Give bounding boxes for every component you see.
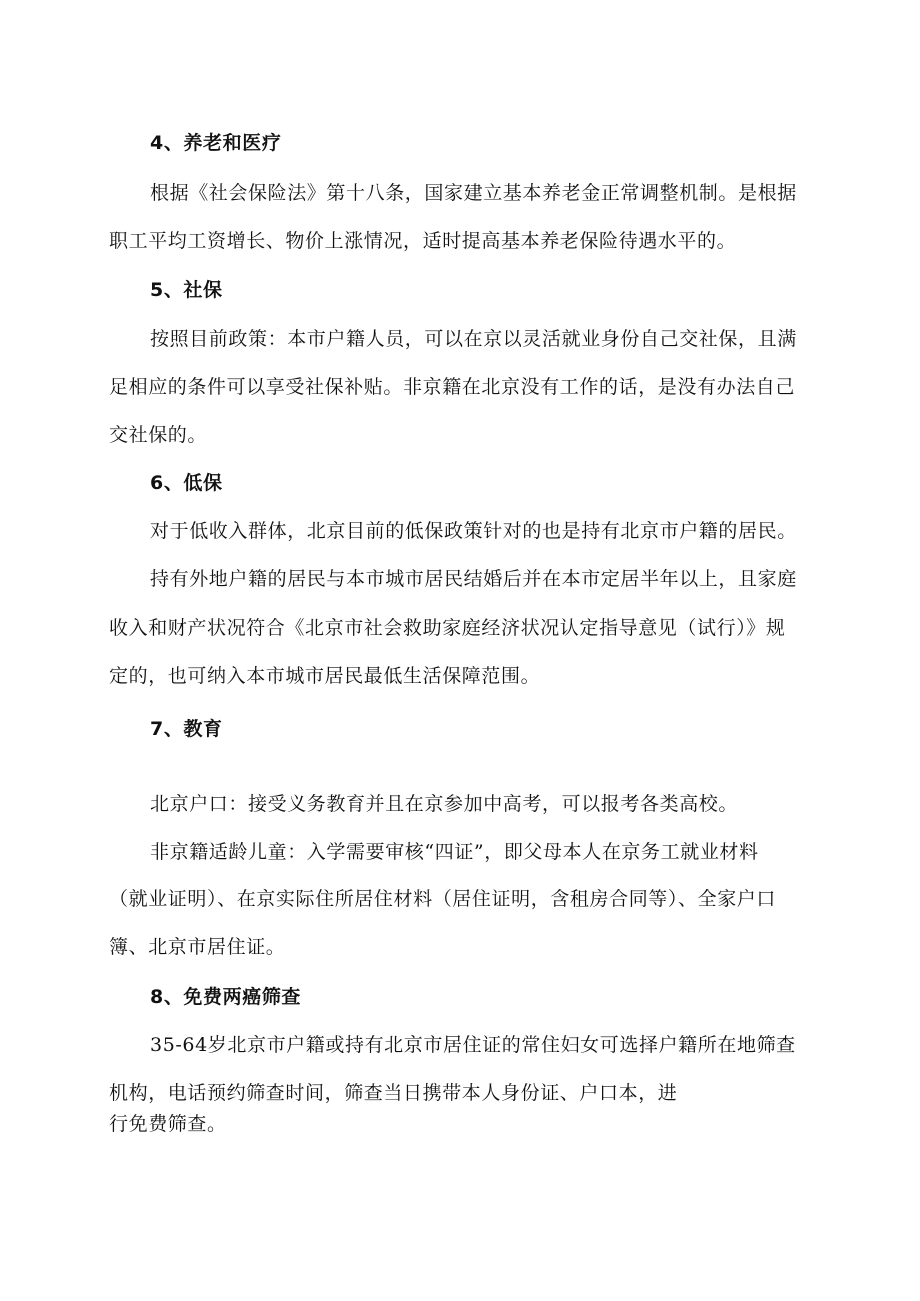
section-heading-social-security: 5、社保: [150, 279, 223, 301]
paragraph-line: 持有外地户籍的居民与本市城市居民结婚后并在本市定居半年以上，且家庭: [150, 568, 797, 590]
paragraph-line: 对于低收入群体，北京目前的低保政策针对的也是持有北京市户籍的居民。: [150, 520, 797, 542]
paragraph-line: 机构，电话预约筛查时间，筛查当日携带本人身份证、户口本，进: [109, 1082, 678, 1104]
paragraph-line: 定的，也可纳入本市城市居民最低生活保障范围。: [109, 665, 541, 687]
section-heading-low-income: 6、低保: [150, 472, 223, 494]
paragraph-line: 根据《社会保险法》第十八条，国家建立基本养老金正常调整机制。是根据: [150, 182, 797, 204]
paragraph-line: 足相应的条件可以享受社保补贴。非京籍在北京没有工作的话，是没有办法自己: [109, 376, 796, 398]
paragraph-line: 35-64岁北京市户籍或持有北京市居住证的常住妇女可选择户籍所在地筛查: [150, 1034, 796, 1056]
paragraph-line: 非京籍适龄儿童：入学需要审核“四证”，即父母本人在京务工就业材料: [150, 841, 759, 863]
paragraph-line: 行免费筛查。: [109, 1113, 227, 1135]
paragraph-line: 北京户口：接受义务教育并且在京参加中高考，可以报考各类高校。: [150, 793, 739, 815]
section-heading-screening: 8、免费两癌筛查: [150, 986, 302, 1008]
section-heading-education: 7、教育: [150, 718, 223, 740]
paragraph-line: （就业证明）、在京实际住所居住材料（居住证明，含租房合同等）、全家户口: [109, 888, 777, 910]
paragraph-line: 交社保的。: [109, 424, 208, 446]
section-heading-pension: 4、养老和医疗: [150, 132, 282, 154]
paragraph-line: 职工平均工资增长、物价上涨情况，适时提高基本养老保险待遇水平的。: [109, 230, 737, 252]
paragraph-line: 收入和财产状况符合《北京市社会救助家庭经济状况认定指导意见（试行）》规: [109, 617, 786, 639]
paragraph-line: 按照目前政策：本市户籍人员，可以在京以灵活就业身份自己交社保，且满: [150, 328, 797, 350]
paragraph-line: 簿、北京市居住证。: [109, 936, 286, 958]
